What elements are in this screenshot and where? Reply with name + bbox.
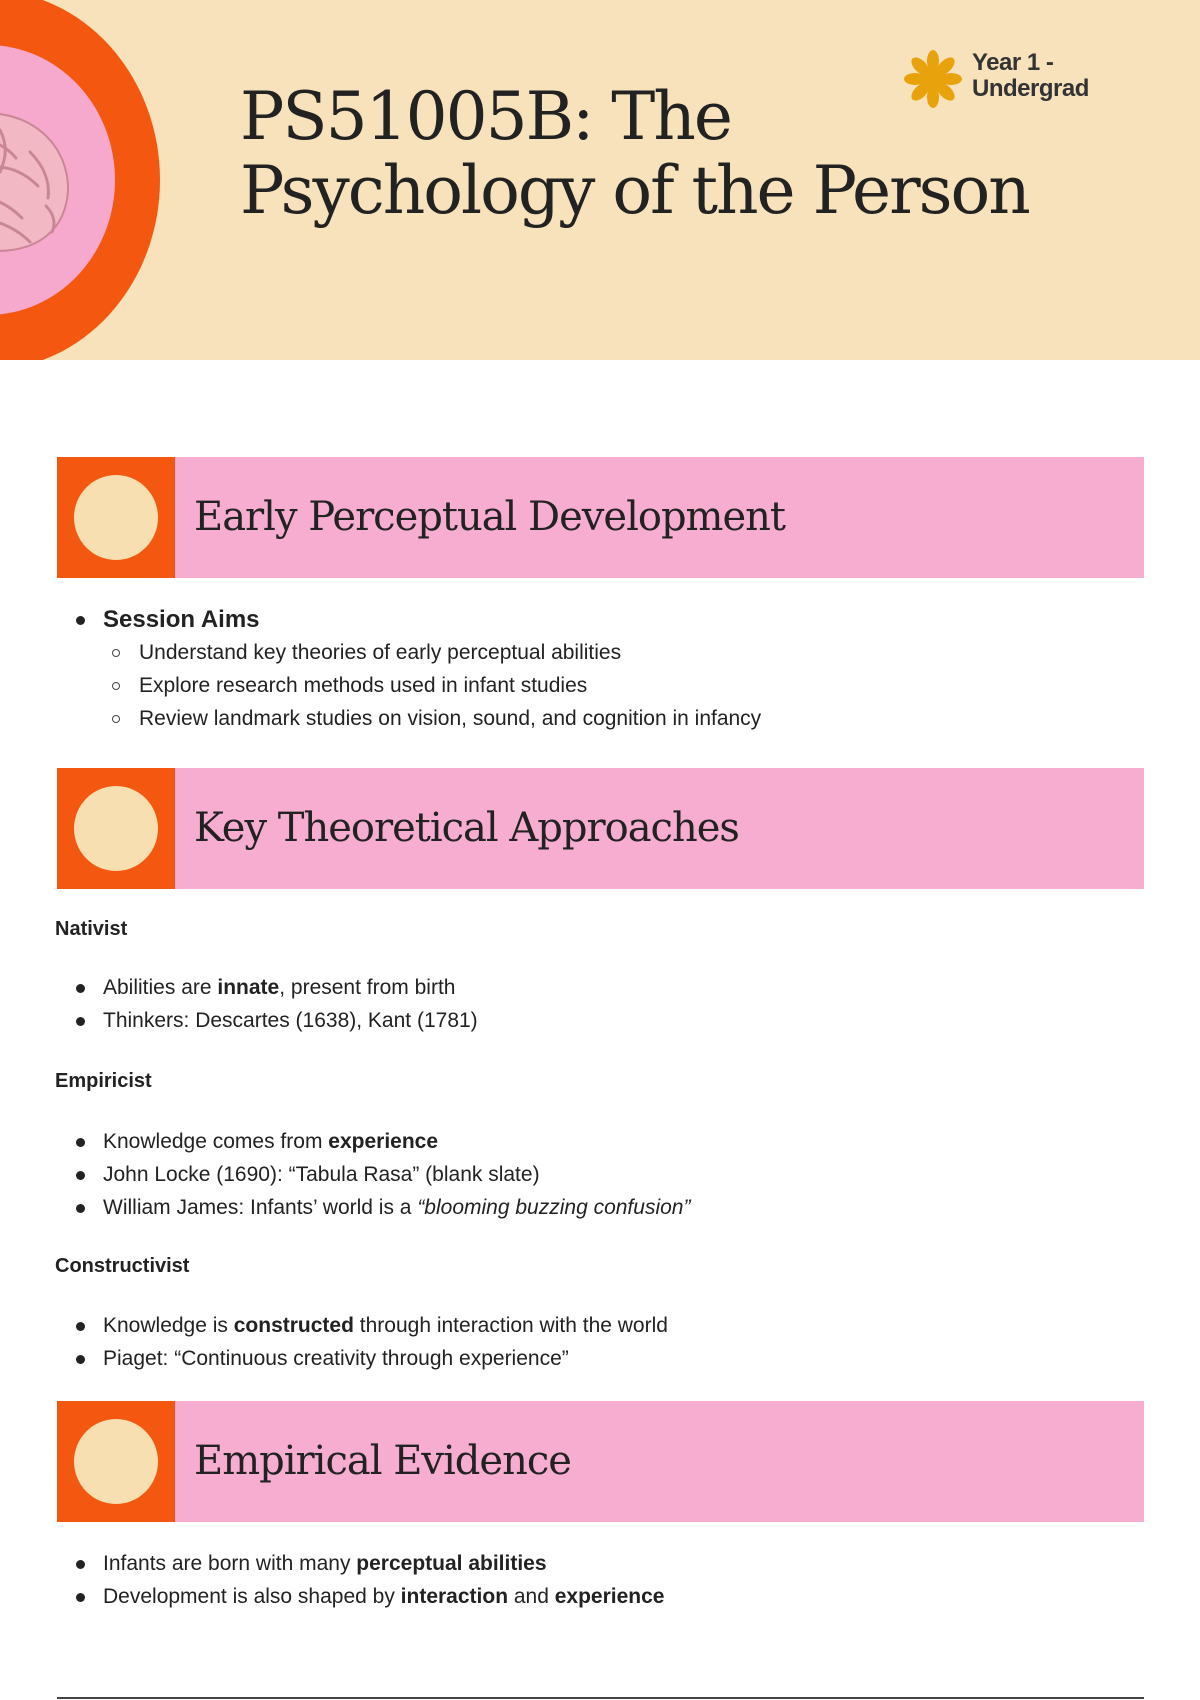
year-badge — [972, 50, 1089, 102]
brain-illustration — [0, 100, 75, 260]
section-title: Key Theoretical Approaches — [194, 805, 739, 851]
session-aims-label: Session Aims — [55, 603, 1155, 636]
footer-divider — [57, 1697, 1144, 1699]
section-header-key-theoretical-approaches — [57, 768, 1144, 889]
list-item: Piaget: “Continuous creativity through experience” — [55, 1342, 1155, 1375]
section-title: Empirical Evidence — [194, 1438, 571, 1484]
badge-line-1: Year 1 - — [972, 49, 1054, 76]
badge-line-2: Undergrad — [972, 75, 1089, 102]
list-item: Thinkers: Descartes (1638), Kant (1781) — [55, 1004, 1155, 1037]
constructivist-list — [55, 1309, 1155, 1375]
section-header-early-perceptual-development — [57, 457, 1144, 578]
list-item: Infants are born with many perceptual abilities — [55, 1547, 1155, 1580]
section-header-empirical-evidence — [57, 1401, 1144, 1522]
section-circle-decoration — [74, 786, 158, 871]
list-item: Knowledge comes from experience — [55, 1125, 1155, 1158]
page-header — [0, 0, 1200, 360]
list-item: John Locke (1690): “Tabula Rasa” (blank slate) — [55, 1158, 1155, 1191]
aim-item: Explore research methods used in infant studies — [55, 669, 1155, 702]
aim-item: Review landmark studies on vision, sound, and cognition in infancy — [55, 702, 1155, 735]
list-item: William James: Infants’ world is a “blooming buzzing confusion” — [55, 1191, 1155, 1224]
section-orange-block — [57, 768, 175, 889]
group-label-empiricist: Empiricist — [55, 1070, 152, 1092]
list-item: Knowledge is constructed through interaction with the world — [55, 1309, 1155, 1342]
section-title: Early Perceptual Development — [194, 494, 785, 540]
empiricist-group — [55, 1066, 1155, 1096]
evidence-list — [55, 1547, 1155, 1613]
empiricist-list — [55, 1125, 1155, 1224]
nativist-list — [55, 971, 1155, 1037]
title-line-1: PS51005B: The — [240, 78, 731, 155]
session-aims-list — [55, 603, 1155, 735]
section-circle-decoration — [74, 475, 158, 560]
title-line-2: Psychology of the Person — [240, 152, 1029, 229]
sun-flower-icon — [904, 50, 962, 108]
list-item: Abilities are innate, present from birth — [55, 971, 1155, 1004]
section-orange-block — [57, 1401, 175, 1522]
group-label-constructivist: Constructivist — [55, 1255, 190, 1277]
constructivist-group — [55, 1251, 1155, 1281]
list-item: Development is also shaped by interaction and experience — [55, 1580, 1155, 1613]
nativist-group — [55, 914, 1155, 944]
section-orange-block — [57, 457, 175, 578]
group-label-nativist: Nativist — [55, 918, 128, 940]
aim-item: Understand key theories of early perceptual abilities — [55, 636, 1155, 669]
section-circle-decoration — [74, 1419, 158, 1504]
